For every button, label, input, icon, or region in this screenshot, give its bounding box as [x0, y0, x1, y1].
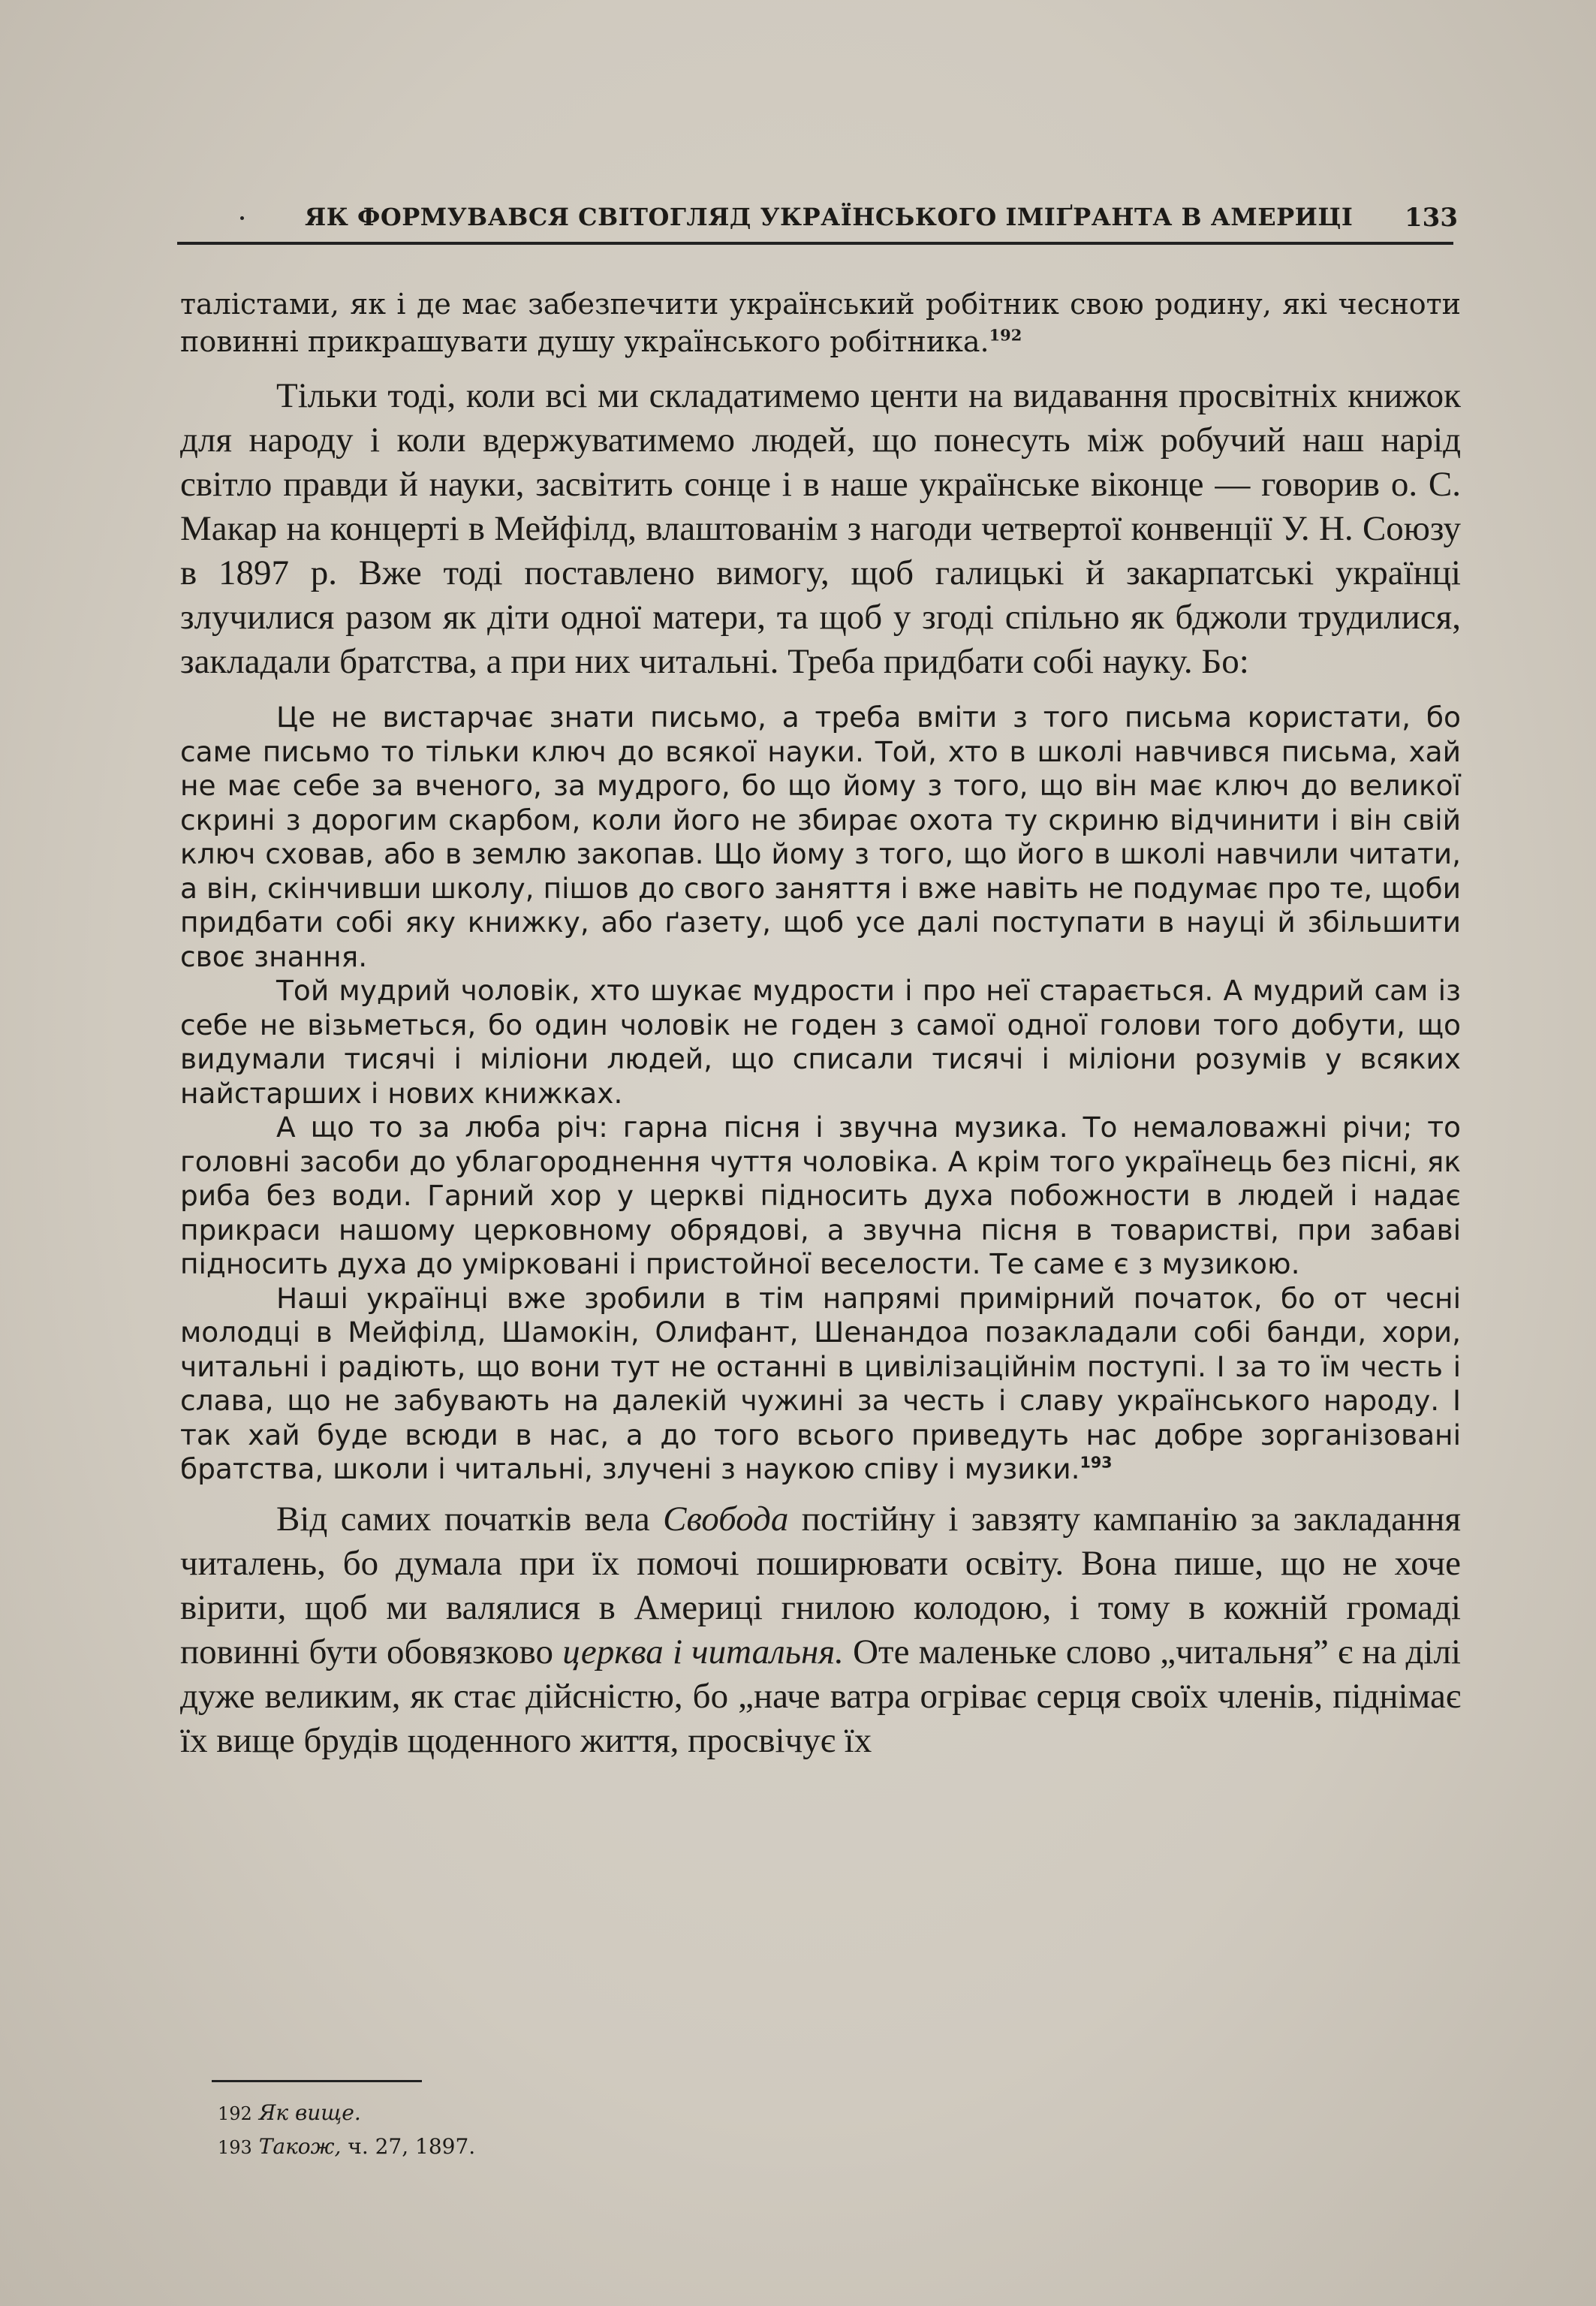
footnote-192: 192 Як вище.	[218, 2100, 361, 2125]
italic-svoboda: Свобода	[663, 1499, 789, 1539]
quote-paragraph-3: А що то за люба річ: гарна пісня і звучна музика. То немаловажні річи; то головні засоби до ублагороднення чуття чоловіка. А крім того українець без пісні, як риба без води. Гарний хор у церкві підносить духа побожности в людей і надає прикраси нашому церковному обрядові, а звучна пісня в товаристві, при забаві підносить духа до умірковані і пристойної веселости. Те саме є з музикою.	[180, 1111, 1461, 1280]
page-number: 133	[1405, 203, 1458, 233]
quote-paragraph-4: Наші українці вже зробили в тім напрямі примірний початок, бо от чесні молодці в Мейфілд, Шамокін, Олифант, Шенандоа позакладали собі банди, хори, читальні і радіють, що вони тут не останні в цивілізаційнім поступі. І за то їм честь і слава, що не забувають на далекій чужині за честь і славу українського народу. І так хай буде всюди в нас, а до того всього приведуть нас добре зорганізовані братства, школи і читальні, злучені з наукою співу і музики.$^{193}$	[180, 1281, 1461, 1485]
running-header	[177, 197, 1458, 245]
lead-paragraph: талістами, як і де має забезпечити український робітник свою родину, які чесноти повинні прикрашувати душу українського робітника.$^{192}$	[180, 288, 1461, 358]
paragraph-makar: Тільки тоді, коли всі ми складатимемо центи на видавання просвітніх книжок для народу і коли вдержуватимемо людей, що понесуть між робучий наш нарід світло правди й науки, засвітить сонце і в наше українське віконце — говорив о. С. Макар на концерті в Мейфілд, влаштованім з нагоди четвертої конвенції У. Н. Союзу в 1897 р. Вже тоді поставлено вимогу, щоб галицькі й закарпатські українці злучилися разом як діти одної матери, та щоб у згоді спільно як бджоли трудилися, закладали братства, а при них читальні. Треба придбати собі науку. Бо:	[180, 376, 1461, 681]
header-dot	[240, 216, 244, 220]
footnote-193: 193 Також, ч. 27, 1897.	[218, 2134, 476, 2159]
footnote-rule	[212, 2080, 422, 2082]
quotation-block	[180, 701, 1461, 1487]
footnote-ref-192: 192	[989, 325, 1022, 345]
italic-church-reading-room: церква і читальня.	[562, 1632, 844, 1671]
quote-paragraph-2: Той мудрий чоловік, хто шукає мудрости і про неї старається. А мудрий сам із себе не візьметься, бо один чоловік не годен з самої одної голови того добути, що видумали тисячі і міліони людей, що списали тисячі і міліони розумів у всяких найстарших і нових книжках.	[180, 974, 1461, 1110]
footnotes	[218, 2097, 475, 2164]
paragraph-svoboda: Від самих початків вела Свобода постійну і завзяту кампанію за закладання читалень, бо думала при їх помочі поширювати освіту. Вона пише, що не хоче вірити, щоб ми валялися в Америці гнилою колодою, і тому в кожній громаді повинні бути обовязково церква і читальня. Оте маленьке слово „читальня” є на ділі дуже великим, як стає дійсністю, бо „наче ватра огріває серця своїх членів, піднімає їх вище брудів щоденного життя, просвічує їх	[180, 1499, 1461, 1760]
page-body	[180, 285, 1461, 1763]
footnote-ref-193: 193	[1080, 1453, 1113, 1472]
running-title: ЯК ФОРМУВАВСЯ СВІТОГЛЯД УКРАЇНСЬКОГО ІМІҐРАНТА В АМЕРИЦІ	[305, 203, 1354, 231]
quote-paragraph-1: Це не вистарчає знати письмо, а треба вміти з того письма користати, бо саме письмо то тільки ключ до всякої науки. Той, хто в школі навчився письма, хай не має себе за вченого, за мудрого, бо що йому з того, що він має ключ до великої скрині з дорогим скарбом, коли його не збирає охота ту скриню відчинити і він свій ключ сховав, або в землю закопав. Що йому з того, що його в школі навчили читати, а він, скінчивши школу, пішов до свого заняття і вже навіть не подумає про те, щоби придбати собі яку книжку, або ґазету, щоб усе далі поступати в науці й збільшити своє знання.	[180, 701, 1461, 973]
